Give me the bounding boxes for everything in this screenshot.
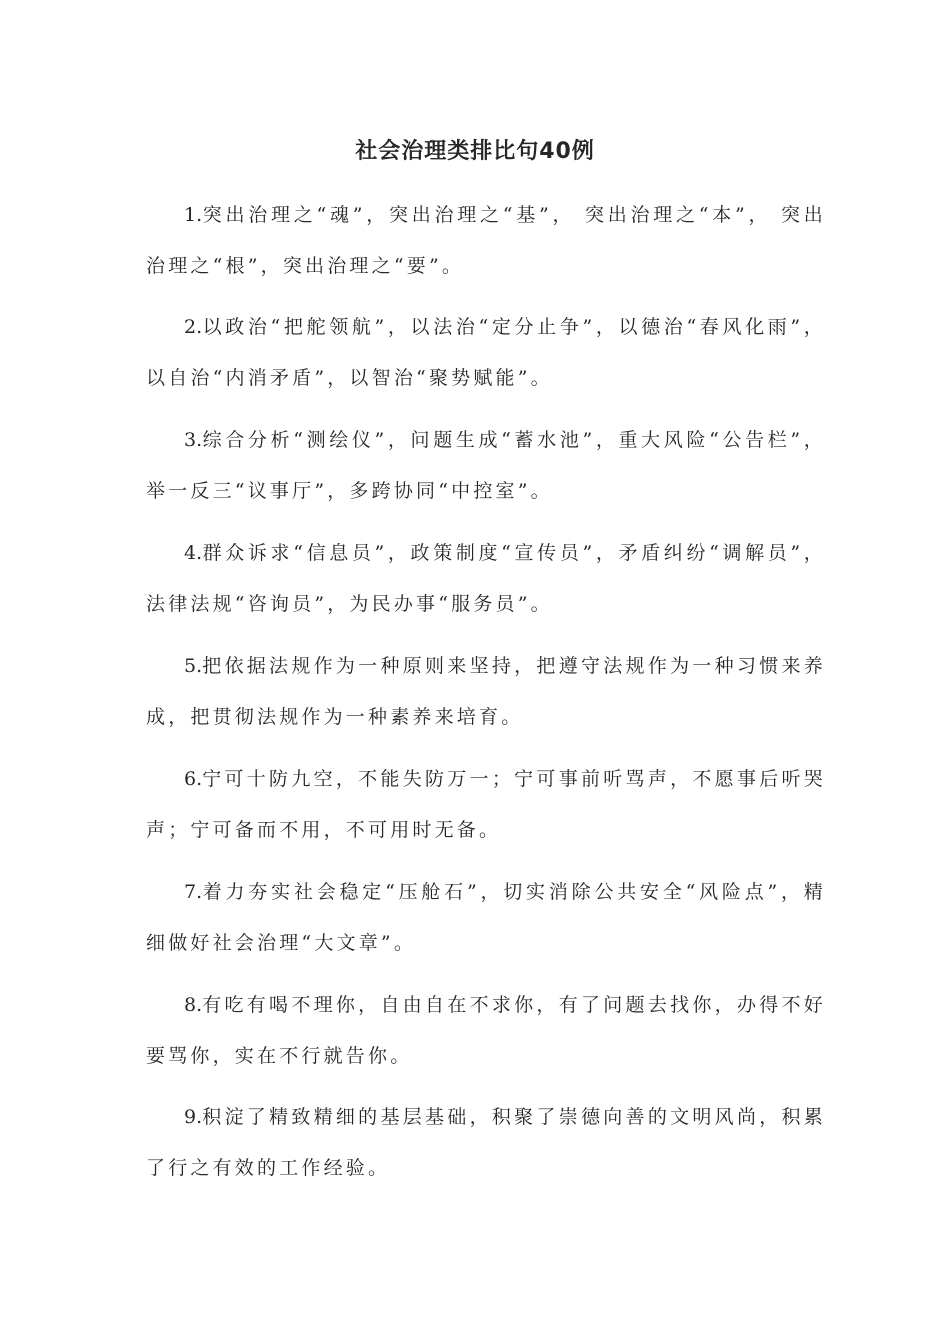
item-number: 6. (184, 768, 203, 790)
paragraph-item (146, 754, 826, 856)
paragraph-item (146, 980, 826, 1082)
paragraph-item (146, 528, 826, 630)
item-number: 7. (184, 881, 203, 903)
item-number: 8. (184, 994, 203, 1016)
item-text: 有吃有喝不理你，自由自在不求你，有了问题去找你，办得不好要骂你，实在不行就告你。 (146, 994, 826, 1067)
paragraph-item (146, 867, 826, 969)
item-text: 突出治理之“魂”，突出治理之“基”， 突出治理之“本”， 突出治理之“根”，突出治理之“要”。 (146, 204, 826, 277)
item-number: 2. (184, 316, 203, 338)
paragraph-item (146, 302, 826, 404)
paragraph-item (146, 415, 826, 517)
item-text: 积淀了精致精细的基层基础，积聚了崇德向善的文明风尚，积累了行之有效的工作经验。 (146, 1106, 826, 1179)
item-text: 以政治“把舵领航”，以法治“定分止争”，以德治“春风化雨”，以自治“内消矛盾”，以智治“聚势赋能”。 (146, 316, 826, 389)
item-text: 把依据法规作为一种原则来坚持，把遵守法规作为一种习惯来养成，把贯彻法规作为一种素养来培育。 (146, 655, 826, 728)
item-number: 1. (184, 204, 203, 226)
item-number: 4. (184, 542, 203, 564)
item-text: 综合分析“测绘仪”，问题生成“蓄水池”，重大风险“公告栏”，举一反三“议事厅”，多跨协同“中控室”。 (146, 429, 826, 502)
paragraph-item (146, 1092, 826, 1194)
document-title: 社会治理类排比句40例 (355, 139, 595, 164)
paragraph-item (146, 641, 826, 743)
item-number: 9. (184, 1106, 203, 1128)
item-text: 着力夯实社会稳定“压舱石”，切实消除公共安全“风险点”，精细做好社会治理“大文章”。 (146, 881, 826, 954)
item-number: 3. (184, 429, 203, 451)
item-text: 宁可十防九空，不能失防万一；宁可事前听骂声，不愿事后听哭声；宁可备而不用，不可用时无备。 (146, 768, 826, 841)
item-text: 群众诉求“信息员”，政策制度“宣传员”，矛盾纠纷“调解员”，法律法规“咨询员”，为民办事“服务员”。 (146, 542, 826, 615)
item-number: 5. (184, 655, 203, 677)
paragraph-item (146, 190, 826, 292)
